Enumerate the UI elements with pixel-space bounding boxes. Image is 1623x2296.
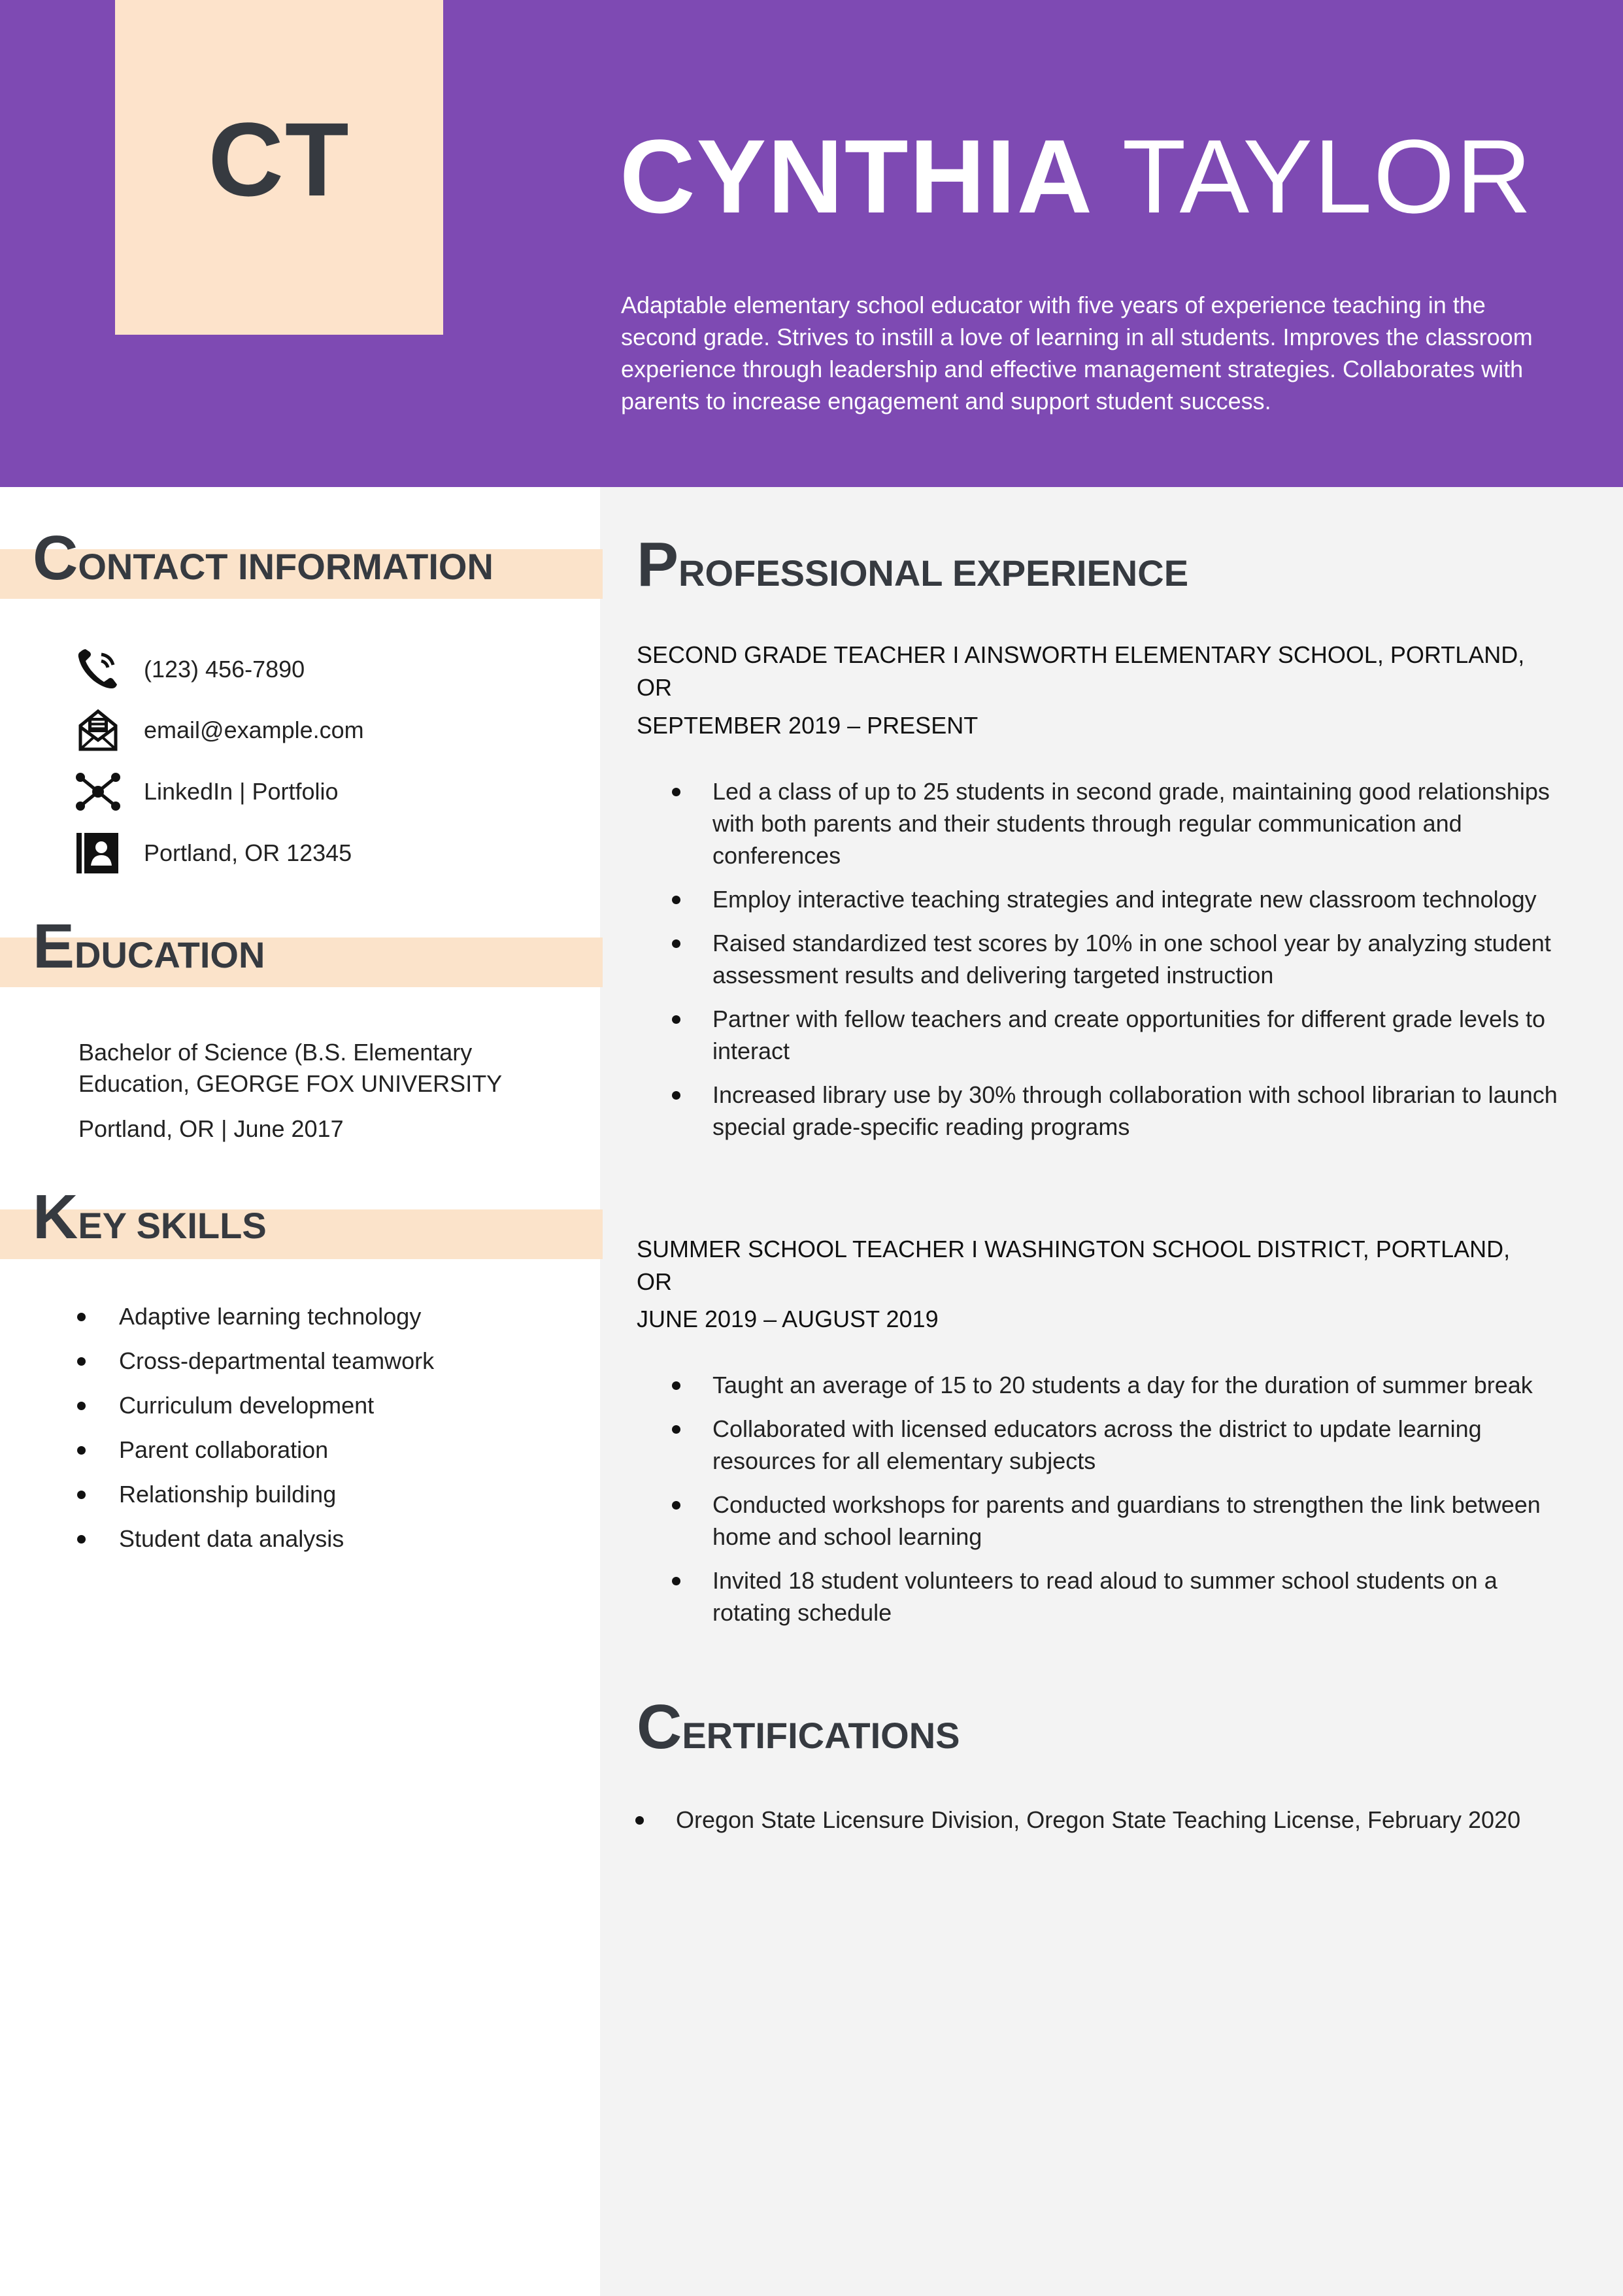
contact-phone: [75, 647, 305, 692]
email-address[interactable]: email@example.com: [144, 717, 364, 743]
linkedin-portfolio-links[interactable]: LinkedIn | Portfolio: [144, 778, 339, 805]
job-title-1: SECOND GRADE TEACHER I AINSWORTH ELEMENTARY SCHOOL, PORTLAND, OR: [637, 641, 1525, 701]
certifications-list: [633, 1804, 1561, 1836]
job-title-2: SUMMER SCHOOL TEACHER I WASHINGTON SCHOOL DISTRICT, PORTLAND, OR: [637, 1236, 1511, 1295]
contact-links: [75, 769, 339, 815]
list-item: Relationship building: [77, 1479, 434, 1523]
list-item: Partner with fellow teachers and create opportunities for different grade levels to interact: [669, 1003, 1571, 1067]
header-banner: [0, 0, 1623, 487]
list-item: Student data analysis: [77, 1523, 434, 1568]
list-item: Curriculum development: [77, 1390, 434, 1434]
monogram-box: [115, 0, 443, 335]
job-dates-2: JUNE 2019 – AUGUST 2019: [637, 1306, 939, 1332]
contact-address: [75, 830, 352, 876]
monogram-initials: CT: [208, 101, 350, 218]
address-book-icon: [75, 830, 122, 876]
list-item: Led a class of up to 25 students in second grade, maintaining good relationships with both parents and their students through regular communication and conferences: [669, 775, 1571, 871]
list-item: Conducted workshops for parents and guardians to strengthen the link between home and school learning: [669, 1489, 1571, 1553]
list-item: Employ interactive teaching strategies and integrate new classroom technology: [669, 883, 1571, 915]
list-item: Collaborated with licensed educators across the district to update learning resources for all elementary subjects: [669, 1413, 1571, 1477]
skills-list: [77, 1301, 434, 1568]
list-item: Taught an average of 15 to 20 students a day for the duration of summer break: [669, 1369, 1571, 1401]
certifications-heading: CERTIFICATIONS: [637, 1692, 960, 1762]
list-item: Oregon State Licensure Division, Oregon State Teaching License, February 2020: [633, 1804, 1561, 1836]
phone-number[interactable]: (123) 456-7890: [144, 656, 305, 683]
list-item: Increased library use by 30% through collaboration with school librarian to launch special grade-specific reading programs: [669, 1079, 1571, 1143]
first-name: CYNTHIA: [620, 118, 1094, 235]
list-item: Raised standardized test scores by 10% in one school year by analyzing student assessment results and delivering targeted instruction: [669, 927, 1571, 991]
professional-summary: Adaptable elementary school educator with five years of experience teaching in the second grade. Strives to instill a love of learning in all students. Improves the classroom experience through leadership and effective management strategies. Collaborates with parents to increase engagement and support student success.: [621, 292, 1533, 414]
list-item: Adaptive learning technology: [77, 1301, 434, 1345]
phone-icon: [75, 647, 122, 692]
mailing-address: Portland, OR 12345: [144, 839, 352, 866]
list-item: Cross-departmental teamwork: [77, 1345, 434, 1390]
job-1-bullets: [669, 775, 1571, 1155]
last-name: TAYLOR: [1122, 118, 1533, 235]
education-degree: Bachelor of Science (B.S. Elementary Education, GEORGE FOX UNIVERSITY: [78, 1039, 503, 1097]
education-location-date: Portland, OR | June 2017: [78, 1115, 344, 1142]
skills-heading: KEY SKILLS: [33, 1182, 267, 1252]
full-name: [620, 118, 1533, 235]
contact-heading: CONTACT INFORMATION: [33, 523, 494, 593]
contact-email: [75, 707, 364, 753]
network-icon: [75, 769, 122, 815]
experience-heading: PROFESSIONAL EXPERIENCE: [637, 530, 1189, 599]
list-item: Invited 18 student volunteers to read aloud to summer school students on a rotating schedule: [669, 1564, 1571, 1629]
job-dates-1: SEPTEMBER 2019 – PRESENT: [637, 712, 979, 739]
list-item: Parent collaboration: [77, 1434, 434, 1479]
envelope-icon: [75, 707, 122, 753]
education-heading: EDUCATION: [33, 911, 265, 981]
job-2-bullets: [669, 1369, 1571, 1640]
